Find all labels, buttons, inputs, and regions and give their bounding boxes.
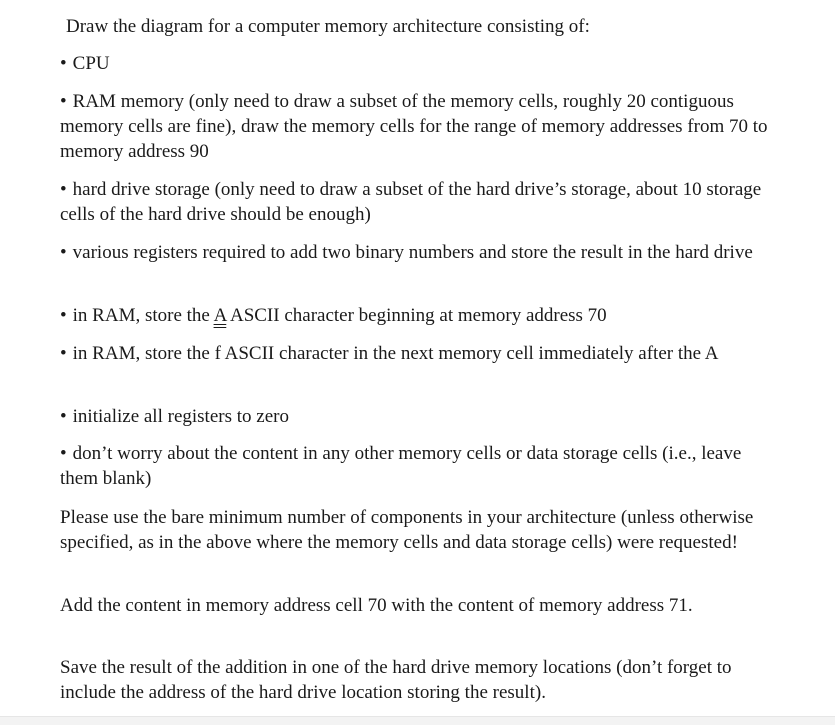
bullet-other-cells: • don’t worry about the content in any other memory cells or data storage cells (i.e., leave them blank) <box>60 441 780 491</box>
bullet-store-a <box>60 303 780 328</box>
bullet-init-registers: • initialize all registers to zero <box>60 404 780 429</box>
bullet-registers: • various registers required to add two binary numbers and store the result in the hard drive <box>60 240 780 265</box>
bullet-store-a-after: ASCII character beginning at memory address 70 <box>226 305 607 326</box>
paragraph-minimum-components: Please use the bare minimum number of components in your architecture (unless otherwise specified, as in the above where the memory cells and data storage cells) were requested! <box>60 507 754 553</box>
highlighted-a: A <box>213 305 227 326</box>
paragraph-add-content: Add the content in memory address cell 70 with the content of memory address 71. <box>60 595 693 616</box>
paragraph-save-result: Save the result of the addition in one of the hard drive memory locations (don’t forget to include the address of the hard drive location storing the result). <box>60 657 732 703</box>
bullet-ram: • RAM memory (only need to draw a subset of the memory cells, roughly 20 contiguous memory cells are fine), draw the memory cells for the range of memory addresses from 70 to memory address 90 <box>60 89 780 164</box>
intro-text: Draw the diagram for a computer memory architecture consisting of: <box>66 16 590 37</box>
bullet-store-f: • in RAM, store the f ASCII character in the next memory cell immediately after the A <box>60 341 780 366</box>
bullet-store-a-before: in RAM, store the <box>72 305 214 326</box>
bullet-cpu: • CPU <box>60 51 780 76</box>
bullet-hard-drive: • hard drive storage (only need to draw a subset of the hard drive’s storage, about 10 storage cells of the hard drive should be enough) <box>60 177 780 227</box>
